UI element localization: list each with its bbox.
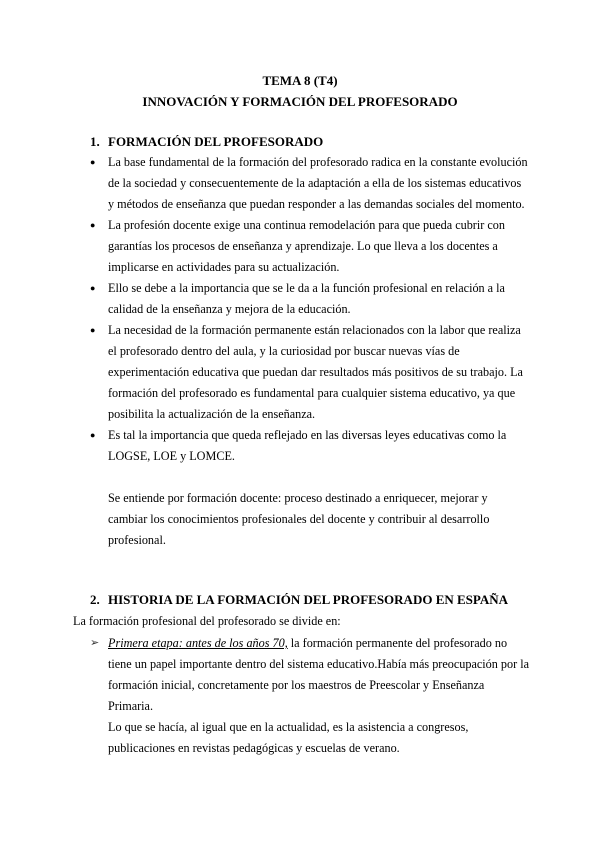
bullet-1-line-2: de la sociedad y consecuentemente de la adaptación a ella de los sistemas educativos xyxy=(108,176,522,190)
bullet-5-line-2: LOGSE, LOE y LOMCE. xyxy=(108,449,235,463)
stage-1-line-2: tiene un papel importante dentro del sistema educativo.Había más preocupación por la xyxy=(108,657,529,671)
section-2-number: 2. xyxy=(90,592,100,607)
stage-1-label: Primera etapa: antes de los años 70, xyxy=(108,636,288,650)
section-2-title: HISTORIA DE LA FORMACIÓN DEL PROFESORADO EN ESPAÑA xyxy=(108,592,509,607)
definition-line-3: profesional. xyxy=(108,533,166,547)
bullet-2-line-1: La profesión docente exige una continua remodelación para que pueda cubrir con xyxy=(108,218,505,232)
definition-line-2: cambiar los conocimientos profesionales del docente y contribuir al desarrollo xyxy=(108,512,490,526)
bullet-icon: ● xyxy=(90,430,96,440)
bullet-4-line-5: posibilita la actualización de la enseñanza. xyxy=(108,407,316,421)
bullet-4-line-2: el profesorado dentro del aula, y la curiosidad por buscar nuevas vías de xyxy=(108,344,460,358)
bullet-1-line-1: La base fundamental de la formación del profesorado radica en la constante evolución xyxy=(108,155,528,169)
stage-1-line-4: Primaria. xyxy=(108,699,154,713)
stage-1-rest: la formación permanente del profesorado no xyxy=(287,636,508,650)
definition-line-1: Se entiende por formación docente: proceso destinado a enriquecer, mejorar y xyxy=(108,491,488,505)
bullet-3-line-1: Ello se debe a la importancia que se le da a la función profesional en relación a la xyxy=(108,281,505,295)
stage-1-line-5: Lo que se hacía, al igual que en la actualidad, es la asistencia a congresos, xyxy=(108,720,469,734)
bullet-2-line-3: implicarse en actividades para su actualización. xyxy=(108,260,340,274)
stage-1-line-1 xyxy=(108,635,507,651)
section-2-heading xyxy=(90,592,508,608)
section-1-number: 1. xyxy=(90,134,100,149)
bullet-1-line-3: y métodos de enseñanza que puedan responder a las demandas sociales del momento. xyxy=(108,197,525,211)
bullet-icon: ● xyxy=(90,220,96,230)
bullet-5-line-1: Es tal la importancia que queda reflejado en las diversas leyes educativas como la xyxy=(108,428,507,442)
bullet-4-line-4: formación del profesorado es fundamental para cualquier sistema educativo, ya que xyxy=(108,386,516,400)
section-1-title: FORMACIÓN DEL PROFESORADO xyxy=(108,134,324,149)
bullet-icon: ● xyxy=(90,157,96,167)
bullet-4-line-1: La necesidad de la formación permanente están relacionados con la labor que realiza xyxy=(108,323,521,337)
bullet-2-line-2: garantías los procesos de enseñanza y aprendizaje. Lo que lleva a los docentes a xyxy=(108,239,498,253)
section-2-intro: La formación profesional del profesorado se divide en: xyxy=(73,614,341,628)
document-title: TEMA 8 (T4) xyxy=(262,73,338,88)
bullet-4-line-3: experimentación educativa que puedan dar resultados más positivos de su trabajo. La xyxy=(108,365,523,379)
document-subtitle: INNOVACIÓN Y FORMACIÓN DEL PROFESORADO xyxy=(142,94,458,109)
bullet-icon: ● xyxy=(90,283,96,293)
bullet-3-line-2: calidad de la enseñanza y mejora de la educación. xyxy=(108,302,351,316)
section-1-heading xyxy=(90,134,323,150)
arrow-bullet-icon: ➢ xyxy=(90,637,100,649)
bullet-icon: ● xyxy=(90,325,96,335)
stage-1-line-6: publicaciones en revistas pedagógicas y escuelas de verano. xyxy=(108,741,400,755)
stage-1-line-3: formación inicial, concretamente por los maestros de Preescolar y Enseñanza xyxy=(108,678,485,692)
